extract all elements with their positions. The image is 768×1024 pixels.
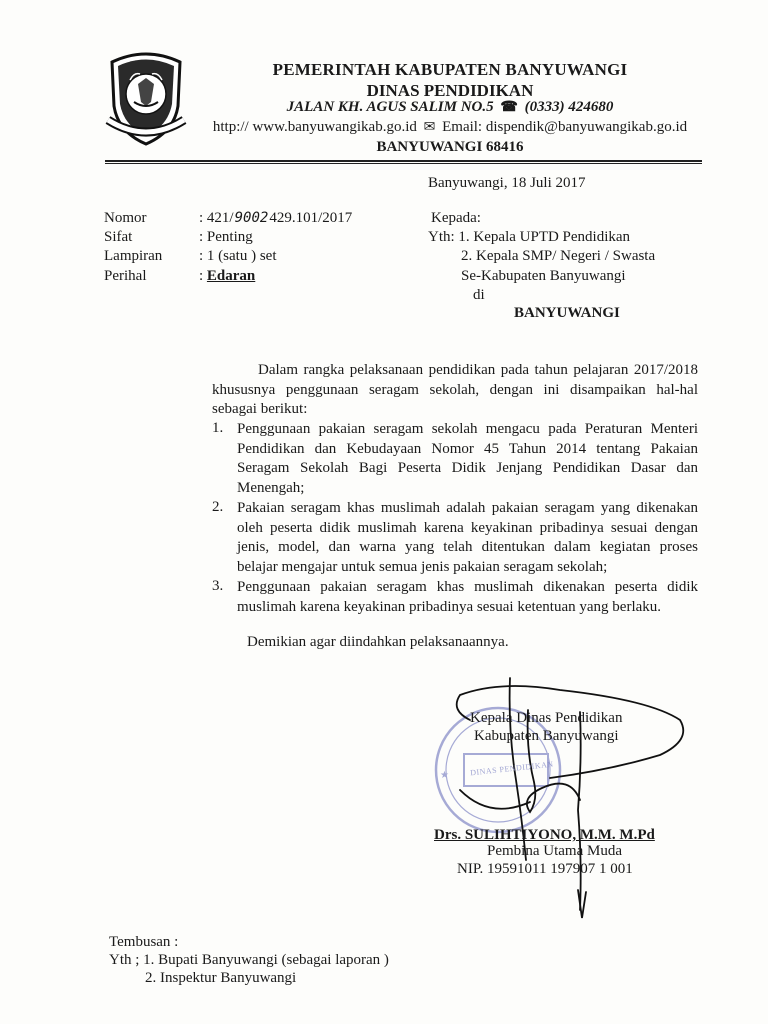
stamp-text: DINAS PENDIDIKAN — [469, 759, 555, 778]
list-item-line: Penggunaan pakaian seragam sekolah mengacu pada Peraturan Menteri — [237, 421, 698, 437]
list-item-number: 2. — [212, 499, 224, 515]
letterhead-address-line — [110, 99, 768, 116]
svg-text:★: ★ — [440, 770, 449, 781]
list-item-line: Pakaian seragam khas muslimah adalah pakaian seragam yang dikenakan — [237, 500, 698, 516]
letterhead-email: Email: dispendik@banyuwangikab.go.id — [442, 119, 688, 135]
list-item-line: jenis, model, dan warna yang telah ditentukan dalam kegiatan proses — [237, 539, 698, 556]
signatory-rank: Pembina Utama Muda — [487, 843, 622, 859]
meta-nomor-suffix: 429.101/2017 — [269, 210, 353, 226]
letterhead-phone: (0333) 424680 — [524, 99, 614, 115]
intro-line: Dalam rangka pelaksanaan pendidikan pada tahun pelajaran 2017/2018 — [258, 362, 698, 378]
phone-icon: ☎ — [500, 100, 518, 115]
list-item-number: 1. — [212, 420, 224, 436]
list-item-line: oleh peserta didik muslimah karena keyakinan pribadinya sesuai dengan — [237, 519, 698, 536]
recipient-city: BANYUWANGI — [514, 305, 620, 321]
signatory-name: Drs. SULIHTIYONO, M.M. M.Pd — [434, 827, 655, 843]
recipient-kepada: Kepada: — [431, 210, 481, 226]
recipient-di: di — [473, 287, 485, 303]
signature-title-1: Kepala Dinas Pendidikan — [470, 710, 623, 726]
letterhead-address: JALAN KH. AGUS SALIM NO.5 — [286, 99, 494, 115]
meta-sifat: : Penting — [199, 229, 253, 245]
meta-perihal-colon: : — [199, 268, 207, 284]
list-item-line: Penggunaan pakaian seragam khas muslimah dikenakan peserta didik — [237, 579, 698, 595]
envelope-icon: ✉ — [423, 120, 436, 135]
list-item-line: Seragam Sekolah Bagi Peserta Didik Jenjang Pendidikan Dasar dan — [237, 460, 698, 477]
signature-title-2: Kabupaten Banyuwangi — [474, 728, 619, 744]
intro-line: sebagai berikut: — [212, 401, 308, 418]
meta-label-perihal: Perihal — [104, 268, 147, 284]
tembusan-line-1: Yth ; 1. Bupati Banyuwangi (sebagai laporan ) — [109, 952, 389, 968]
list-item-line: muslimah karena keyakinan pribadinya sesuai ketentuan yang berlaku. — [237, 598, 662, 615]
list-item-line: belajar mengajar untuk semua jenis pakaian seragam sekolah; — [237, 558, 608, 575]
letter-date: Banyuwangi, 18 Juli 2017 — [428, 175, 586, 191]
intro-line: khususnya penggunaan seragam sekolah, dengan ini disampaikan hal-hal — [212, 381, 698, 398]
meta-label-nomor: Nomor — [104, 210, 147, 226]
letterhead-government: PEMERINTAH KABUPATEN BANYUWANGI — [272, 60, 628, 79]
recipient-line-3: Se-Kabupaten Banyuwangi — [461, 268, 626, 284]
recipient-line-1: Yth: 1. Kepala UPTD Pendidikan — [428, 229, 631, 245]
letterhead-contact-line — [110, 119, 768, 136]
meta-label-sifat: Sifat — [104, 229, 133, 245]
meta-perihal-value: Edaran — [206, 268, 256, 284]
intro-paragraph — [212, 361, 698, 420]
meta-lampiran: : 1 (satu ) set — [199, 248, 277, 264]
tembusan-line-2: 2. Inspektur Banyuwangi — [145, 970, 297, 986]
closing-line: Demikian agar diindahkan pelaksanaannya. — [247, 634, 509, 650]
letterhead-agency: DINAS PENDIDIKAN — [366, 81, 534, 100]
list-item-line: Menengah; — [237, 479, 305, 496]
signatory-nip: NIP. 19591011 197907 1 001 — [457, 861, 633, 877]
meta-nomor-handwritten: 9002 — [234, 210, 269, 226]
letterhead-city-zip: BANYUWANGI 68416 — [376, 139, 524, 155]
meta-perihal — [199, 268, 255, 285]
letterhead-web: http:// www.banyuwangikab.go.id — [212, 119, 417, 135]
recipient-line-2: 2. Kepala SMP/ Negeri / Swasta — [461, 248, 656, 264]
meta-nomor-prefix: : 421/ — [199, 210, 234, 226]
header-divider — [105, 160, 702, 164]
list-item-number: 3. — [212, 578, 224, 594]
meta-nomor — [199, 210, 352, 227]
meta-label-lampiran: Lampiran — [104, 248, 163, 264]
tembusan-heading: Tembusan : — [109, 934, 179, 950]
list-item-line: Pendidikan dan Kebudayaan Nomor 45 Tahun 2014 tentang Pakaian — [237, 440, 698, 457]
